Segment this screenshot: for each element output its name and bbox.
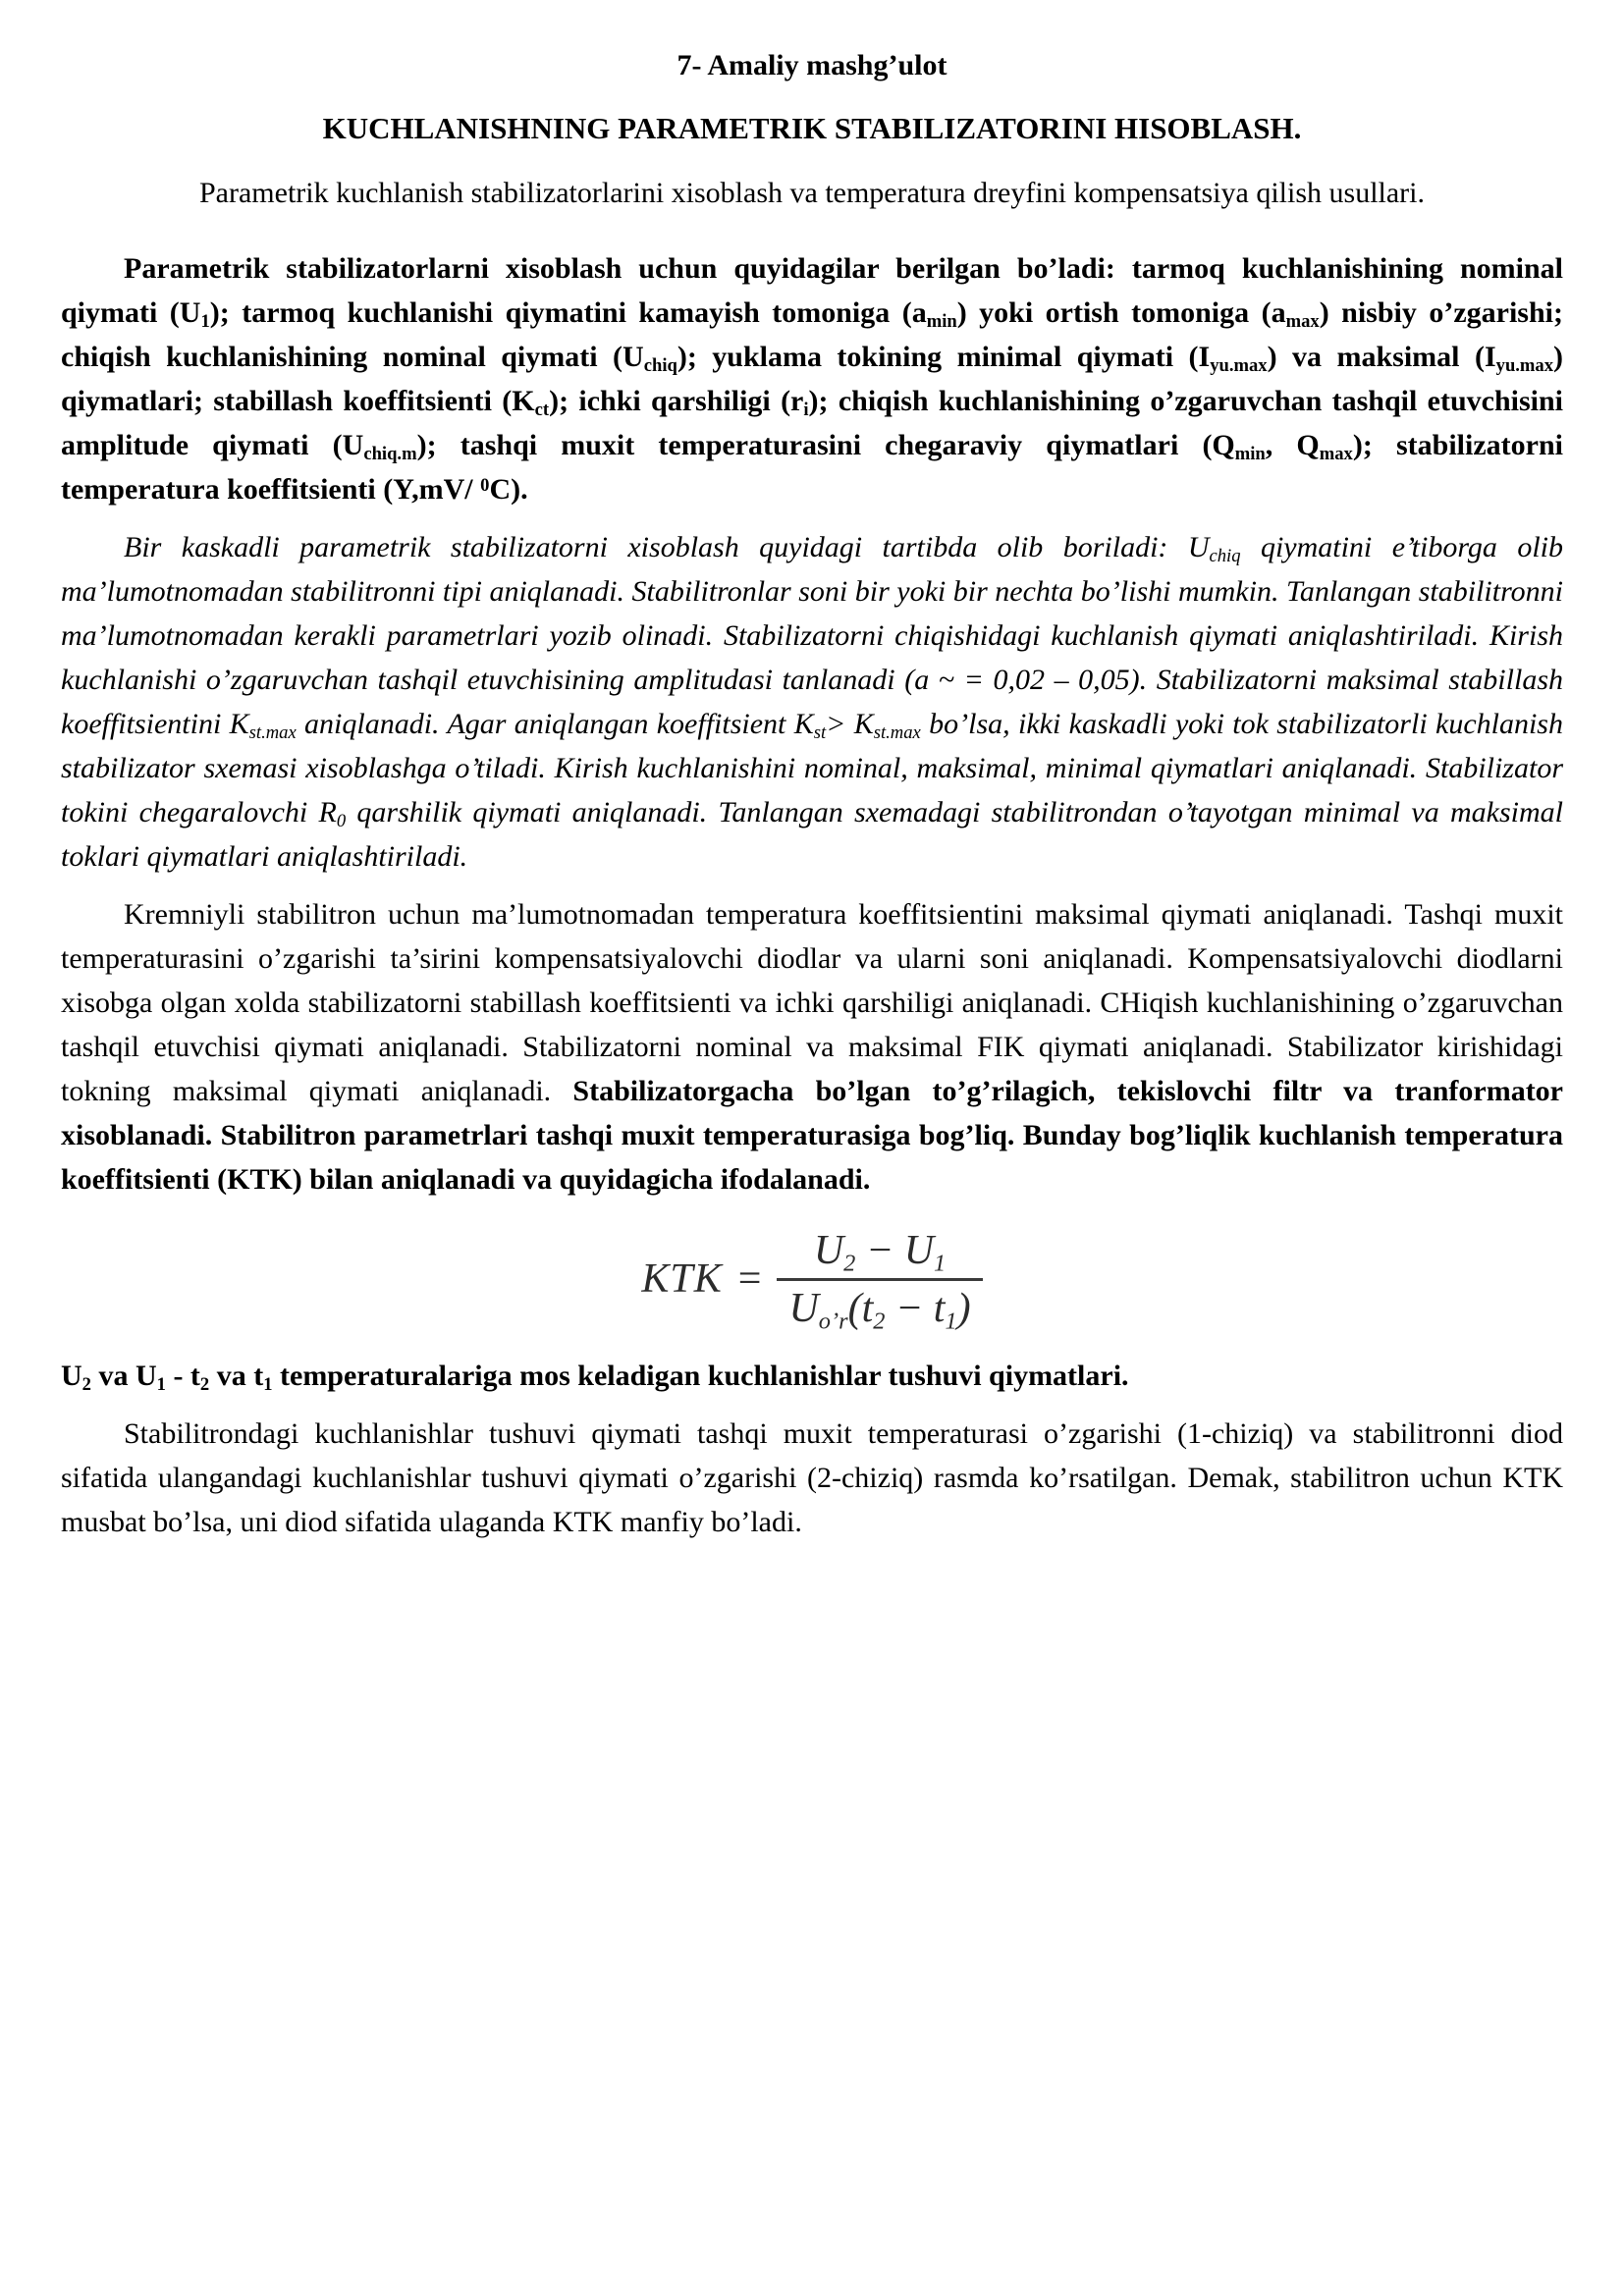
ktk-formula (641, 1227, 982, 1335)
given-text-2: ); tarmoq kuchlanishi qiymatini kamayish tomoniga (a (209, 295, 927, 329)
legend-text-1: U (61, 1359, 82, 1392)
denominator-t1-sub: 1 (945, 1308, 957, 1335)
legend-sub-3: 2 (199, 1374, 210, 1396)
numerator-u2-sub: 2 (843, 1250, 856, 1277)
legend-text-4: va t (209, 1359, 264, 1392)
closing-text: Stabilitrondagi kuchlanishlar tushuvi qiymati tashqi muxit temperaturasi o’zgarishi (1-chiziq) va stabilitronni diod sifatida ulangandagi kuchlanishlar tushuvi qiymati o’zgarishi (2-chiziq) rasmda ko’rsatilgan. Demak, stabilitron uchun KTK musbat bo’lsa, uni diod sifatida ulaganda KTK manfiy bo’ladi. (61, 1416, 1563, 1538)
given-sub-5: yu.max (1210, 355, 1268, 377)
numerator-u1: U (903, 1227, 935, 1273)
denominator-u: U (788, 1285, 819, 1331)
paragraph-closing (61, 1412, 1563, 1544)
given-text-11: , Q (1265, 428, 1320, 461)
given-sub-6: yu.max (1495, 355, 1554, 377)
given-sub-3: max (1285, 311, 1320, 333)
paragraph-formula-legend (61, 1354, 1563, 1398)
denominator-t1: t (933, 1285, 946, 1331)
given-text-6: ) va maksimal (I (1267, 340, 1496, 373)
legend-sub-2: 1 (156, 1374, 166, 1396)
document-lead: Parametrik kuchlanish stabilizatorlarini xisoblash va temperatura dreyfini kompensatsiya qilish usullari. (198, 177, 1426, 210)
given-sub-7: ct (534, 400, 550, 421)
ktk-formula-block (61, 1227, 1563, 1335)
paragraph-procedure (61, 525, 1563, 879)
procedure-text-1: Bir kaskadli parametrik stabilizatorni xisoblash quyidagi tartibda olib boriladi: U (124, 530, 1210, 563)
legend-text-2: va U (90, 1359, 157, 1392)
formula-denominator (777, 1281, 982, 1335)
given-text-1: Parametrik stabilizatorlarni xisoblash uchun quyidagilar berilgan bo’ladi: tarmoq kuchlanishining nominal qiymati (U (61, 251, 1563, 329)
procedure-sub-1: chiq (1209, 546, 1241, 567)
given-text-3: ) yoki ortish tomoniga (a (956, 295, 1286, 329)
formula-lhs: KTK (641, 1256, 723, 1303)
page-title: 7- Amaliy mashg’ulot (677, 49, 947, 81)
procedure-sub-3: st (813, 722, 827, 744)
paragraph-given-parameters (61, 246, 1563, 511)
numerator-u1-sub: 1 (934, 1250, 947, 1277)
denominator-minus: − (885, 1285, 934, 1331)
denominator-u-sub: o’r (818, 1308, 848, 1335)
legend-text-5: temperaturalariga mos keladigan kuchlanishlar tushuvi qiymatlari. (272, 1359, 1129, 1392)
numerator-minus: − (855, 1227, 904, 1273)
procedure-sub-2: st.max (248, 722, 297, 744)
procedure-text-4: > K (826, 707, 874, 740)
denominator-t2-sub: 2 (873, 1308, 886, 1335)
denominator-open-paren: ( (847, 1285, 862, 1331)
denominator-close-paren: ) (956, 1285, 971, 1331)
formula-equals-sign: = (737, 1256, 762, 1303)
procedure-text-3: aniqlanadi. Agar aniqlangan koeffitsient K (296, 707, 814, 740)
given-sub-8: i (803, 400, 809, 421)
formula-fraction (777, 1227, 982, 1335)
given-text-4: ) nisbiy o’zgarishi; chiqish kuchlanishining nominal qiymati (U (61, 295, 1563, 373)
procedure-text-5: bo’lsa, ikki kaskadli yoki tok stabilizatorli kuchlanish stabilizator sxemasi xisoblashga o’tiladi. Kirish kuchlanishini nominal, maksimal, minimal qiymatlari aniqlanadi. Stabilizator tokini chegaralovchi R (61, 707, 1563, 828)
kremniyli-bold-text: Stabilizatorgacha bo’lgan to’g’rilagich, tekislovchi filtr va tranformator xisoblanadi. Stabilitron parametrlari tashqi muxit temperaturasiga bog’liq. Bunday bog’liqlik kuchlanish temperatura koeffitsienti (KTK) bilan aniqlanadi va quyidagicha ifodalanadi. (61, 1074, 1563, 1196)
kremniyli-plain-text: Kremniyli stabilitron uchun ma’lumotnomadan temperatura koeffitsientini maksimal qiymati aniqlanadi. Tashqi muxit temperaturasini o’zgarishi ta’sirini kompensatsiyalovchi diodlar va ularni soni aniqlanadi. Kompensatsiyalovchi diodlarni xisobga olgan xolda stabilizatorni stabillash koeffitsienti va ichki qarshiligi aniqlanadi. CHiqish kuchlanishining o’zgaruvchan tashqil etuvchisi qiymati aniqlanadi. Stabilizatorni nominal va maksimal FIK qiymati aniqlanadi. Stabilizator kirishidagi tokning maksimal qiymati aniqlanadi. (61, 897, 1563, 1107)
given-sup-degree: 0 (480, 475, 490, 497)
numerator-u2: U (813, 1227, 844, 1273)
document-heading: KUCHLANISHNING PARAMETRIK STABILIZATORINI HISOBLASH. (322, 110, 1302, 145)
given-sub-11: max (1319, 444, 1353, 465)
legend-text-3: - t (165, 1359, 200, 1392)
procedure-text-2: qiymatini e’tiborga olib ma’lumotnomadan stabilitronni tipi aniqlanadi. Stabilitronlar soni bir yoki bir nechta bo’lishi mumkin. Tanlangan stabilitronni ma’lumotnomadan kerakli parametrlari yozib olinadi. Stabilizatorni chiqishidagi kuchlanish qiymati aniqlashtiriladi. Kirish kuchlanishi o’zgaruvchan tashqil etuvchisining amplitudasi tanlanadi (a ~ = 0,02 – 0,05). Stabilizatorni maksimal stabillash koeffitsientini K (61, 530, 1563, 740)
procedure-text-6: qarshilik qiymati aniqlanadi. Tanlangan sxemadagi stabilitrondan o’tayotgan minimal va maksimal toklari qiymatlari aniqlashtiriladi. (61, 795, 1563, 873)
given-text-8: ); ichki qarshiligi (r (549, 384, 804, 417)
given-text-5: ); yuklama tokining minimal qiymati (I (677, 340, 1211, 373)
given-sub-1: 1 (200, 311, 210, 333)
denominator-t2: t (861, 1285, 874, 1331)
formula-numerator (802, 1227, 957, 1278)
procedure-sub-4: st.max (873, 722, 921, 744)
given-sub-4: chiq (643, 355, 677, 377)
given-text-10: ); tashqi muxit temperaturasini chegaraviy qiymatlari (Q (416, 428, 1235, 461)
given-text-12: ); stabilizatorni temperatura koeffitsienti (Y,mV/ (61, 428, 1563, 506)
given-text-7: ) qiymatlari; stabillash koeffitsienti (K (61, 340, 1564, 417)
given-sub-9: chiq.m (363, 444, 417, 465)
given-sub-2: min (926, 311, 957, 333)
legend-sub-1: 2 (81, 1374, 91, 1396)
given-text-9: ); chiqish kuchlanishining o’zgaruvchan tashqil etuvchisini amplitude qiymati (U (61, 384, 1564, 461)
legend-sub-4: 1 (263, 1374, 273, 1396)
given-sub-10: min (1234, 444, 1266, 465)
given-text-13: C). (489, 472, 528, 506)
procedure-sub-5: 0 (336, 811, 347, 832)
paragraph-kremniyli (61, 892, 1563, 1201)
